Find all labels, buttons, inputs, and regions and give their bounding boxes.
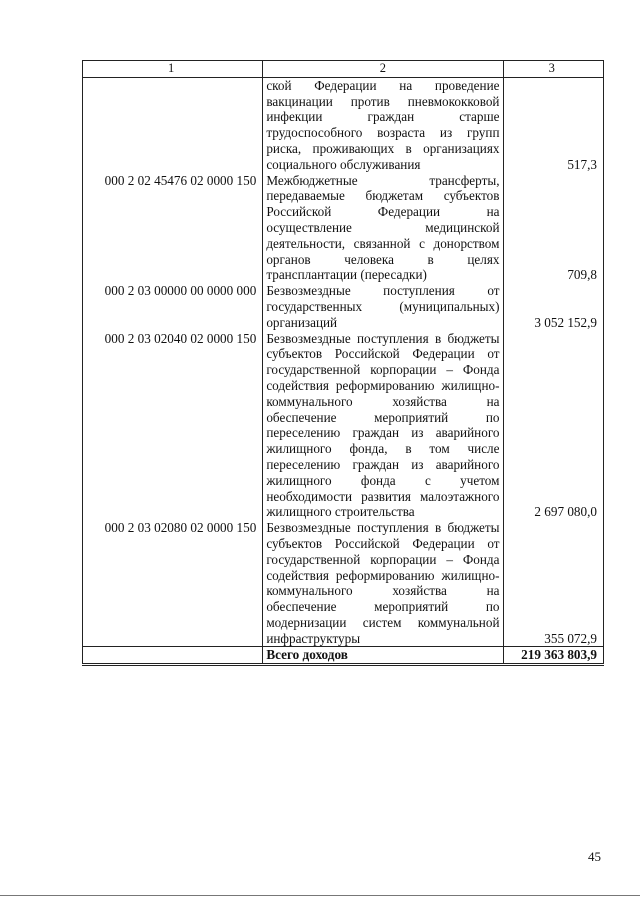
- total-label: Всего доходов: [263, 647, 503, 665]
- row-amount: 3 052 152,9: [503, 283, 604, 330]
- total-amount: 219 363 803,9: [503, 647, 604, 665]
- column-header-3: 3: [503, 61, 604, 78]
- row-code: 000 2 03 00000 00 0000 000: [83, 283, 263, 330]
- row-code: 000 2 02 45476 02 0000 150: [83, 173, 263, 284]
- footer-divider: [0, 895, 640, 896]
- table-row: [83, 331, 604, 521]
- row-description: ской Федерации на проведение вакцинации против пневмококковой инфекции граждан старше трудоспособного возраста из групп риска, проживающих в организациях социального обслуживания: [263, 77, 503, 172]
- table-row: [83, 77, 604, 172]
- row-amount: 355 072,9: [503, 520, 604, 647]
- row-code: 000 2 03 02080 02 0000 150: [83, 520, 263, 647]
- row-amount: 2 697 080,0: [503, 331, 604, 521]
- total-code-cell: [83, 647, 263, 665]
- row-description: Безвозмездные поступления в бюджеты субъектов Российской Федерации от государственной корпорации – Фонда содействия реформированию жилищно-коммунального хозяйства на обеспечение мероприятий по модернизации систем коммунальной инфраструктуры: [263, 520, 503, 647]
- column-header-2: 2: [263, 61, 503, 78]
- table-header-row: [83, 61, 604, 78]
- row-amount: 517,3: [503, 77, 604, 172]
- row-code: [83, 77, 263, 172]
- page-number: 45: [588, 849, 601, 864]
- column-header-1: 1: [83, 61, 263, 78]
- row-amount: 709,8: [503, 173, 604, 284]
- revenue-table: [82, 60, 604, 666]
- total-row: [83, 647, 604, 665]
- table-row: [83, 173, 604, 284]
- table-row: [83, 520, 604, 647]
- row-code: 000 2 03 02040 02 0000 150: [83, 331, 263, 521]
- row-description: Безвозмездные поступления в бюджеты субъектов Российской Федерации от государственной корпорации – Фонда содействия реформированию жилищно-коммунального хозяйства на обеспечение мероприятий по переселению граждан из аварийного жилищного фонда, в том числе переселению граждан из аварийного жилищного фонда с учетом необходимости развития малоэтажного жилищного строительства: [263, 331, 503, 521]
- row-description: Межбюджетные трансферты, передаваемые бюджетам субъектов Российской Федерации на осуществление медицинской деятельности, связанной с донорством органов человека в целях трансплантации (пересадки): [263, 173, 503, 284]
- table-row: [83, 283, 604, 330]
- row-description: Безвозмездные поступления от государственных (муниципальных) организаций: [263, 283, 503, 330]
